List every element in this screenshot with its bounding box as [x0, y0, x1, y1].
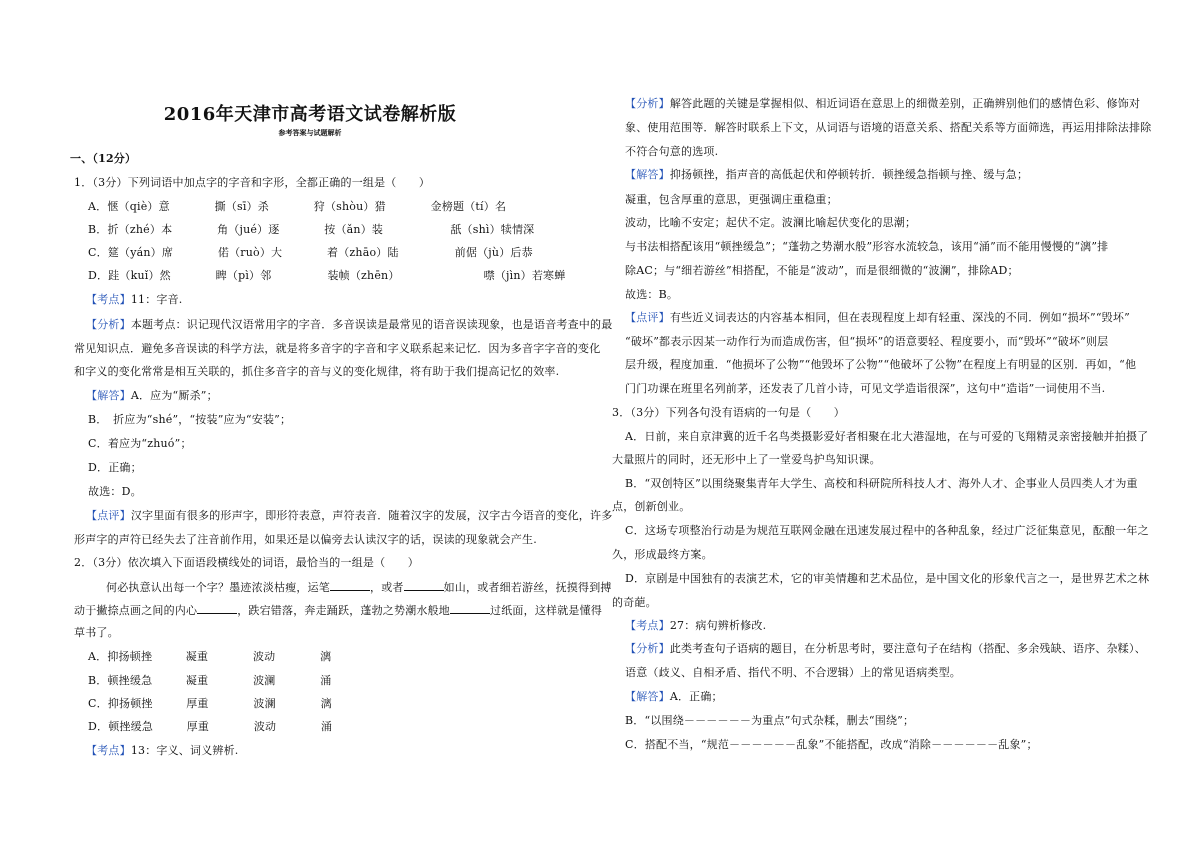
q3-fenxi-line2: 语意（歧义、自相矛盾、指代不明、不合逻辑）上的常见语病类型。: [625, 666, 961, 679]
q1-dianping: [86, 509, 612, 523]
jieda-text: A．正确；: [669, 690, 723, 703]
q2-fenxi-line3: 不符合句意的选项.: [625, 145, 719, 158]
fenxi-text: 此类考查句子语病的题目，在分析思考时，要注意句子在结构（搭配、多余残缺、语序、杂糅）、: [669, 642, 1146, 655]
dianping-text: 汉字里面有很多的形声字，即形符表意，声符表音．随着汉字的发展，汉字古今语音的变化，许多: [130, 509, 613, 522]
fenxi-tag: 【分析】: [625, 97, 670, 110]
page-title: 2016年天津市高考语文试卷解析版: [163, 104, 457, 125]
kaodian-tag: 【考点】: [86, 293, 131, 306]
kaodian-tag: 【考点】: [625, 619, 670, 632]
q1-fenxi-line3: 和字义的变化常常是相互关联的，抓住多音字的音与义的变化规律，将有助于我们提高记忆的效率.: [74, 365, 560, 378]
q3-option-a-line2: 大量照片的同时，还无形中上了一堂爱鸟护鸟知识课。: [612, 453, 881, 466]
page-subtitle: 参考答案与试题解析: [278, 128, 342, 137]
passage-text: 动于撇捺点画之间的内心: [74, 604, 198, 617]
q1-option-a: A．惬（qiè）意 撕（sī）杀 狩（shòu）猎 金榜题（tí）名: [88, 200, 507, 213]
jieda-text: 抑扬顿挫，指声音的高低起伏和停顿转折．顿挫缓急指顿与挫、缓与急；: [669, 168, 1029, 181]
q3-option-b: B．“双创特区”以围绕聚集青年大学生、高校和科研院所科技人才、海外人才、企事业人员四类人才为重: [625, 477, 1138, 490]
q3-option-d: D．京剧是中国独有的表演艺术，它的审美情趣和艺术品位，是中国文化的形象代言之一，是世界艺术之林: [625, 572, 1150, 585]
passage-text: 如山，或者细若游丝，抚摸得到搏: [443, 581, 612, 594]
q2-passage-line1: [106, 580, 612, 595]
blank-line: [330, 580, 370, 591]
jieda-tag: 【解答】: [625, 690, 670, 703]
q1-fenxi-line2: 常见知识点．避免多音误读的科学方法，就是将多音字的字音和字义联系起来记忆．因为多音字字音的变化: [74, 342, 601, 355]
q2-jieda-line6: 故选：B。: [625, 288, 679, 301]
fenxi-tag: 【分析】: [86, 318, 131, 331]
q2-jieda-line5: 除AC；与“细若游丝”相搭配，不能是“波动”，而是很细微的“波澜”，排除AD；: [625, 264, 1019, 277]
q2-option-d: D．顿挫缓急 厚重 波动 涌: [88, 720, 333, 733]
dianping-tag: 【点评】: [625, 311, 670, 324]
q1-dianping-line2: 形声字的声符已经失去了注音前作用，如果还是以偏旁去认读汉字的话，误读的现象就会产生.: [74, 533, 537, 546]
q3-jieda-line2: B．“以围绕－－－－－－为重点”句式杂糅，删去“围绕”；: [625, 714, 915, 727]
kaodian-text: 27：病句辨析修改.: [669, 619, 767, 632]
passage-text: ，或者: [370, 581, 404, 594]
q2-option-b: B．顿挫缓急 凝重 波澜 涌: [88, 674, 332, 687]
q2-jieda-line3: 波动，比喻不安定；起伏不定。波澜比喻起伏变化的思潮；: [625, 216, 917, 229]
fenxi-text: 解答此题的关键是掌握相似、相近词语在意思上的细微差别，正确辨别他们的感情色彩、修饰对: [669, 97, 1141, 110]
blank-line: [450, 603, 490, 614]
jieda-tag: 【解答】: [86, 389, 131, 402]
q2-passage-line2: [74, 603, 602, 618]
q1-jieda-line5: 故选：D。: [88, 485, 142, 498]
q3-option-c: C．这场专项整治行动是为规范互联网金融在迅速发展过程中的各种乱象，经过广泛征集意见，酝酿一年之: [625, 524, 1149, 537]
q1-kaodian: [86, 293, 183, 307]
dianping-text: 有些近义词表达的内容基本相同，但在表现程度上却有轻重、深浅的不同．例如“损坏”“毁坏”: [669, 311, 1130, 324]
q2-kaodian: [86, 744, 239, 758]
q3-option-a: A．日前，来自京津冀的近千名鸟类摄影爱好者相聚在北大港湿地，在与可爱的飞翔精灵亲密接触并拍摄了: [625, 430, 1149, 443]
q3-option-b-line2: 点，创新创业。: [612, 500, 691, 513]
q2-option-c: C．抑扬顿挫 厚重 波澜 漓: [88, 697, 332, 710]
dianping-tag: 【点评】: [86, 509, 131, 522]
kaodian-tag: 【考点】: [86, 744, 131, 757]
blank-line: [404, 580, 444, 591]
q3-option-c-line2: 久，形成最终方案。: [612, 548, 713, 561]
kaodian-text: 13：字义、词义辨析.: [130, 744, 239, 757]
q2-jieda: [625, 168, 1028, 182]
q1-fenxi: [86, 318, 612, 332]
q3-kaodian: [625, 619, 766, 633]
q2-stem: 2．（3分）依次填入下面语段横线处的词语，最恰当的一组是（ ）: [74, 556, 419, 569]
q2-dianping: [625, 311, 1130, 325]
blank-line: [197, 603, 237, 614]
q2-jieda-line2: 凝重，包含厚重的意思，更强调庄重稳重；: [625, 193, 838, 206]
q1-option-c: C．筵（yán）席 偌（ruò）大 着（zhāo）陆 前倨（jù）后恭: [88, 246, 533, 259]
jieda-text: A．应为“厮杀”；: [130, 389, 218, 402]
q2-dianping-line2: “破坏”都表示因某一动作行为而造成伤害，但“损坏”的语意要轻、程度要小，而“毁坏”“破坏”则层: [625, 335, 1109, 348]
q2-jieda-line4: 与书法相搭配该用“顿挫缓急”；“蓬勃之势潮水般”形容水流较急，该用“涌”而不能用慢慢的“漓”排: [625, 240, 1109, 253]
q1-jieda: [86, 389, 218, 403]
passage-text: ，跌宕错落，奔走踊跃，蓬勃之势潮水般地: [237, 604, 451, 617]
fenxi-text: 本题考点：识记现代汉语常用字的字音．多音误读是最常见的语音误读现象，也是语音考查中的最: [130, 318, 613, 331]
jieda-tag: 【解答】: [625, 168, 670, 181]
q1-option-d: D．跬（kuǐ）然 睥（pì）邻 装帧（zhēn） 噤（jìn）若寒蝉: [88, 269, 566, 282]
passage-text: 何必执意认出每一个字？墨迹浓淡枯瘦，运笔: [106, 581, 330, 594]
kaodian-text: 11：字音.: [130, 293, 183, 306]
q2-passage-line3: 草书了。: [74, 626, 119, 639]
q3-option-d-line2: 的奇葩。: [612, 596, 657, 609]
section-heading: 一、（12分）: [70, 152, 137, 165]
fenxi-tag: 【分析】: [625, 642, 670, 655]
q3-jieda: [625, 690, 723, 704]
q1-stem: 1．（3分）下列词语中加点字的字音和字形，全都正确的一组是（ ）: [74, 176, 431, 189]
q2-fenxi-line2: 象、使用范围等．解答时联系上下文，从词语与语境的语意关系、搭配关系等方面筛选，再运用排除法排除: [625, 121, 1152, 134]
q2-dianping-line3: 层升级，程度加重．“他损坏了公物”“他毁坏了公物”“他破坏了公物”在程度上有明显的区别．再如，“他: [625, 358, 1137, 371]
q3-jieda-line3: C．搭配不当，“规范－－－－－－乱象”不能搭配，改成“消除－－－－－－乱象”；: [625, 738, 1038, 751]
q2-dianping-line4: 门门功课在班里名列前茅，还发表了几首小诗，可见文学造诣很深”，这句中“造诣”一词使用不当.: [625, 382, 1106, 395]
q3-stem: 3．（3分）下列各句没有语病的一句是（ ）: [612, 406, 845, 419]
q1-jieda-line3: C．着应为“zhuó”；: [88, 437, 192, 450]
passage-text: 过纸面，这样就是懂得: [490, 604, 603, 617]
q3-fenxi: [625, 642, 1146, 656]
q2-option-a: A．抑扬顿挫 凝重 波动 漓: [88, 650, 332, 663]
q1-option-b: B．折（zhé）本 角（jué）逐 按（ǎn）装 舐（shì）犊情深: [88, 223, 535, 236]
q1-jieda-line2: B． 折应为“shé”，“按装”应为“安装”；: [88, 413, 292, 426]
q2-fenxi: [625, 97, 1140, 111]
q1-jieda-line4: D．正确；: [88, 461, 142, 474]
